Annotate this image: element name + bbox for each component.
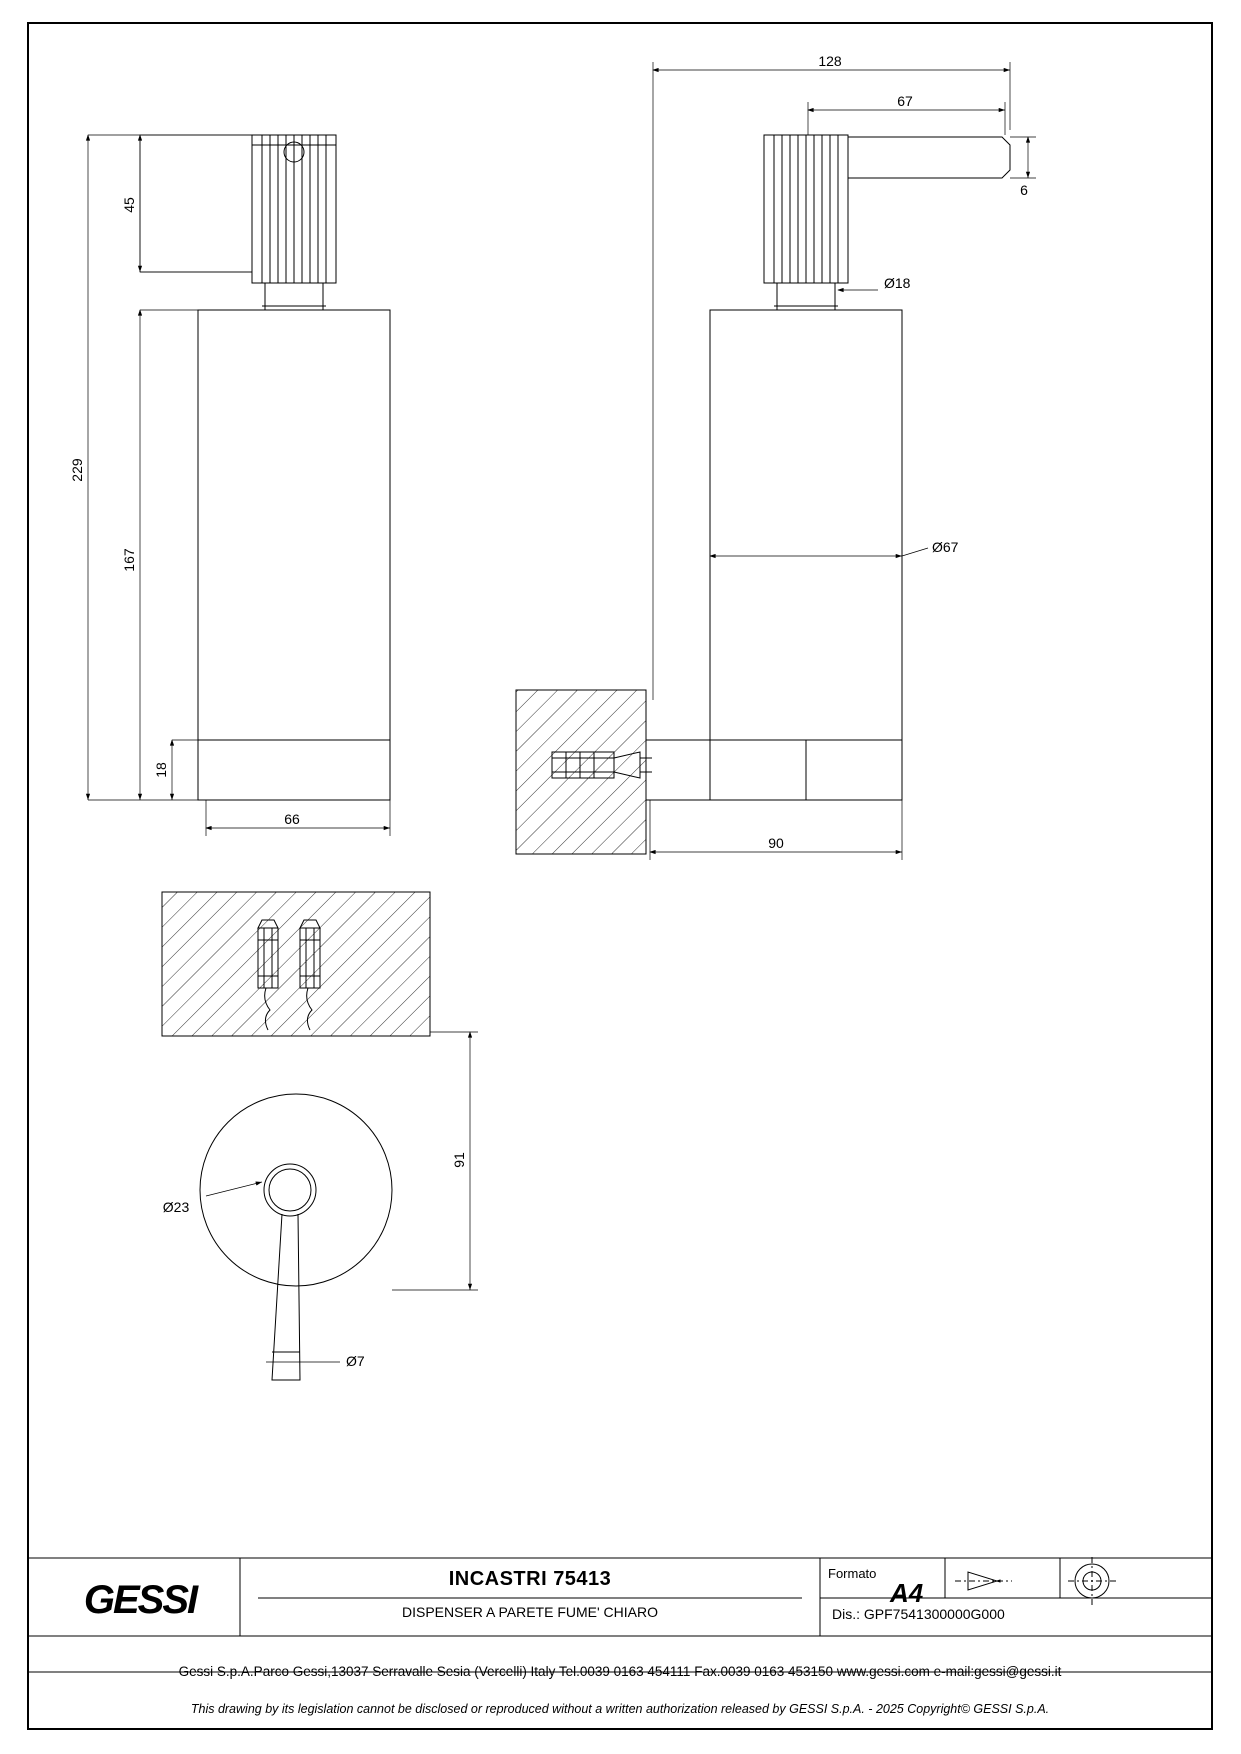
company-info-line: Gessi S.p.A.Parco Gessi,13037 Serravalle Sesia (Vercelli) Italy Tel.0039 0163 454111 Fax.0039 0163 453150 www.gessi.com e-mail:gessi@gessi.it xyxy=(178,1663,1062,1679)
dim-projection: 128 xyxy=(818,53,842,69)
product-subtitle: DISPENSER A PARETE FUME' CHIARO xyxy=(401,1604,659,1620)
dim-body-diameter: Ø67 xyxy=(932,539,959,555)
dim-width: 66 xyxy=(284,811,300,827)
format-value: A4 xyxy=(890,1578,924,1608)
gessi-logo: GESSI xyxy=(83,1577,197,1622)
dim-depth: 90 xyxy=(768,835,784,851)
dim-lever-diameter: Ø7 xyxy=(346,1353,365,1369)
legal-notice-line: This drawing by its legislation cannot be disclosed or reproduced without a written authorization released by GESSI S.p.A. - 2025 Copyright© GESSI S.p.A. xyxy=(190,1702,1050,1716)
dim-spout-thickness: 6 xyxy=(1020,182,1028,198)
dim-spout-length: 67 xyxy=(897,93,913,109)
product-title: INCASTRI 75413 xyxy=(448,1568,612,1590)
dim-neck-diameter: Ø18 xyxy=(884,275,911,291)
dim-base-height: 18 xyxy=(153,762,169,778)
dim-overall-height: 229 xyxy=(69,458,85,482)
drawing-number xyxy=(832,1606,1005,1622)
dim-cap-height: 45 xyxy=(121,197,137,213)
drawing-number-value: GPF7541300000G000 xyxy=(863,1606,1005,1622)
dim-plan-height: 91 xyxy=(451,1152,467,1168)
format-label: Formato xyxy=(828,1566,877,1581)
drawing-number-label: Dis.: xyxy=(832,1606,860,1622)
dim-knob-diameter: Ø23 xyxy=(162,1199,190,1215)
dim-body-height: 167 xyxy=(121,548,137,572)
